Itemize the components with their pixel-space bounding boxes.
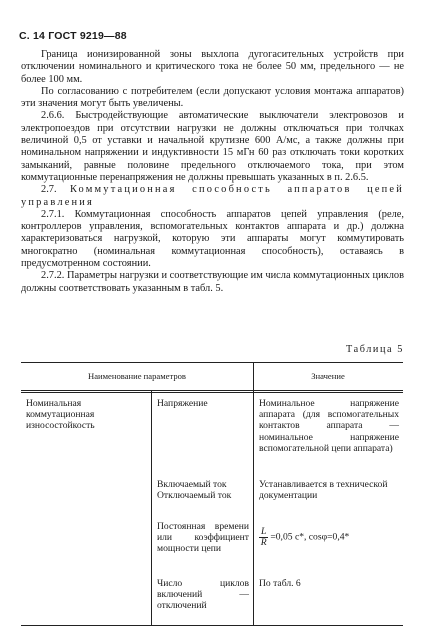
table-row-current-param	[157, 479, 249, 501]
page-header: С. 14 ГОСТ 9219—88	[19, 30, 127, 42]
table-row-switched-on-current: Включаемый ток	[157, 479, 227, 490]
body-text	[21, 49, 404, 295]
paragraph-2-6-6: 2.6.6. Быстродействующие автоматические выключатели электровозов и электропоездов при отсутствии нагрузки не должны отключаться при толчках величиной 0,5 от уставки и начальной крутизне 600 А/мс, а также должны при номинальном напряжении и индуктивности 15 мГн 60 раз отключать токи коротких замыканий, равные половине предельного отключаемого тока, при этом коммутационные перенапряжения не должны превышать указанных в п. 2.6.5.	[21, 110, 404, 183]
table-row-time-constant-param: Постоянная времени или коэффициент мощности цепи	[157, 521, 249, 555]
table-rule-row-1	[151, 392, 403, 393]
fraction-denominator: R	[260, 537, 267, 548]
table-row-voltage-param: Напряжение	[157, 398, 208, 409]
table-header-row	[21, 363, 403, 391]
column-header-value: Значение	[311, 371, 345, 381]
paragraph-2-7-1: 2.7.1. Коммутационная способность аппаратов цепей управления (реле, контроллеров управления, вспомогательных контактов аппарата и др.) должна характеризоваться нагрузкой, которую эти аппараты могут коммутировать многократно (номинальная коммутационная способность), оставаясь в предусмотренном состоянии.	[21, 208, 404, 270]
paragraph-2-7-2: 2.7.2. Параметры нагрузки и соответствующие им числа коммутационных циклов должны соответствовать указанным в табл. 5.	[21, 270, 404, 294]
table-caption: Таблица 5	[346, 344, 404, 355]
paragraph-agreement: По согласованию с потребителем (если допускают условия монтажа аппаратов) эти значения могут быть увеличены.	[21, 85, 404, 110]
paragraph-ionized-zone: Граница ионизированной зоны выхлопа дугогасительных устройств при отключении номинального и критического тока не более 50 мм, предельного — не более 100 мм.	[21, 49, 404, 85]
time-constant-value-text: =0,05 с*, cosφ=0,4*	[270, 531, 350, 543]
table-group-label: Номинальная коммутационная износостойкость	[26, 398, 95, 432]
table-row-switched-off-current: Отключаемый ток	[157, 490, 232, 502]
table-row-cycles-param: Число циклов включений — отключений	[157, 578, 249, 612]
section-title: Коммутационная способность аппаратов цепей управления	[21, 184, 404, 208]
section-heading-2-7	[21, 184, 404, 209]
table-row-cycles-value: По табл. 6	[259, 578, 301, 589]
fraction-numerator: L	[261, 526, 267, 537]
column-header-parameters: Наименование параметров	[88, 371, 186, 381]
table-row-voltage-value: Номинальное напряжение аппарата (для вспомогательных контактов аппарата — номинальное напряжение вспомогательной цепи аппарата)	[259, 398, 399, 454]
table-row-current-value: Устанавливается в технической документации	[259, 479, 388, 502]
table-divider-group	[151, 390, 152, 625]
time-constant-fraction	[259, 527, 268, 548]
section-number: 2.7.	[41, 184, 57, 196]
table-row-time-constant-value	[259, 527, 401, 548]
table-divider-value	[253, 363, 254, 625]
table-rule-group	[21, 392, 151, 393]
parameters-table	[21, 362, 403, 626]
